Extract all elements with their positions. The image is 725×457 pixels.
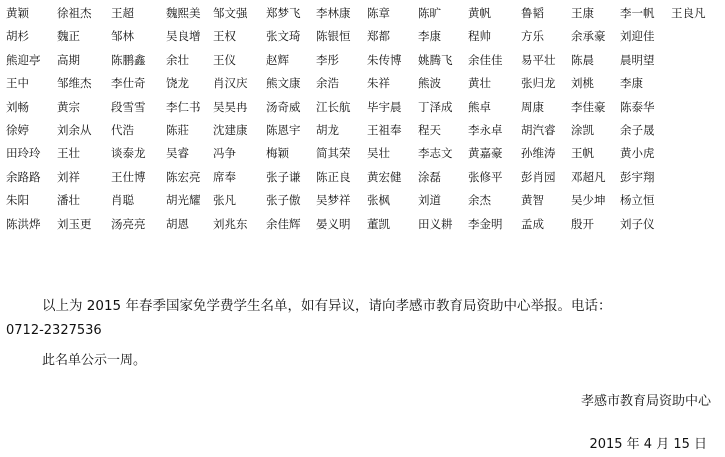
student-name: 刘桃 xyxy=(571,76,594,91)
student-name: 段雪雪 xyxy=(111,99,146,114)
student-name: 陈洪烨 xyxy=(6,216,41,231)
student-name: 胡汽睿 xyxy=(521,122,556,137)
student-name: 李仕奇 xyxy=(111,76,146,91)
student-name: 胡恩 xyxy=(166,216,189,231)
student-name: 杨立恒 xyxy=(620,193,655,208)
student-name: 王仪 xyxy=(213,52,236,67)
student-name: 沈建康 xyxy=(213,122,248,137)
student-name: 李永卓 xyxy=(468,122,503,137)
student-name: 王壮 xyxy=(57,146,80,161)
student-name: 王仕博 xyxy=(111,169,146,184)
student-name: 李林康 xyxy=(316,6,351,20)
student-name: 郑梦飞 xyxy=(266,6,301,20)
student-name: 李康 xyxy=(620,76,643,91)
student-name: 刘祥 xyxy=(57,169,80,184)
student-name: 余路路 xyxy=(6,169,41,184)
student-name: 李志文 xyxy=(418,146,453,161)
student-name: 陈章 xyxy=(367,6,390,20)
student-name: 陈正良 xyxy=(316,169,351,184)
student-name: 李金明 xyxy=(468,216,503,231)
student-name: 张文琦 xyxy=(266,29,301,44)
student-name: 高期 xyxy=(57,52,80,67)
student-name: 江长航 xyxy=(316,99,351,114)
student-name: 涂磊 xyxy=(418,169,441,184)
student-name: 李康 xyxy=(418,29,441,44)
student-name: 余杰 xyxy=(468,193,491,208)
student-name: 陈晨 xyxy=(571,52,594,67)
student-name: 黄颖 xyxy=(6,6,29,20)
student-name: 朱阳 xyxy=(6,193,29,208)
student-name: 余壮 xyxy=(166,52,189,67)
student-name: 刘道 xyxy=(418,193,441,208)
student-name: 方乐 xyxy=(521,29,544,44)
student-name: 梅颖 xyxy=(266,146,289,161)
student-name: 田义耕 xyxy=(418,216,453,231)
notice-statement: 以上为 2015 年春季国家免学费学生名单，如有异议，请向孝感市教育局资助中心举报。电话： xyxy=(42,298,612,314)
student-name: 余浩 xyxy=(316,76,339,91)
student-name: 吴良增 xyxy=(166,29,201,44)
student-name: 王超 xyxy=(111,6,134,20)
student-name: 邓超凡 xyxy=(571,169,606,184)
student-name: 王良凡 xyxy=(671,6,706,20)
student-name: 余佳佳 xyxy=(468,52,503,67)
student-name: 吴梦祥 xyxy=(316,193,351,208)
student-name: 张枫 xyxy=(367,193,390,208)
student-name: 陈旷 xyxy=(418,6,441,20)
names-row xyxy=(6,53,718,76)
names-row xyxy=(6,170,718,193)
student-name: 董凯 xyxy=(367,216,390,231)
student-names-list xyxy=(6,6,718,240)
student-name: 席奉 xyxy=(213,169,236,184)
student-name: 邹维杰 xyxy=(57,76,92,91)
issuer-signature: 孝感市教育局资助中心 xyxy=(580,394,711,409)
student-name: 张修平 xyxy=(468,169,503,184)
student-name: 陈莊 xyxy=(166,122,189,137)
student-name: 胡龙 xyxy=(316,122,339,137)
student-name: 王康 xyxy=(571,6,594,20)
student-name: 彭宇翔 xyxy=(620,169,655,184)
student-name: 刘迎佳 xyxy=(620,29,655,44)
names-row xyxy=(6,123,718,146)
student-name: 程天 xyxy=(418,122,441,137)
student-name: 李仁书 xyxy=(166,99,201,114)
student-name: 吴壮 xyxy=(367,146,390,161)
student-name: 王权 xyxy=(213,29,236,44)
names-row xyxy=(6,217,718,240)
student-name: 魏正 xyxy=(57,29,80,44)
student-name: 涂凯 xyxy=(571,122,594,137)
notice-publicity-period: 此名单公示一周。 xyxy=(42,353,147,368)
names-row xyxy=(6,100,718,123)
student-name: 晨明望 xyxy=(620,52,655,67)
student-name: 黄壮 xyxy=(468,76,491,91)
student-name: 殷开 xyxy=(571,216,594,231)
student-name: 胡杉 xyxy=(6,29,29,44)
names-row xyxy=(6,146,718,169)
student-name: 丁泽成 xyxy=(418,99,453,114)
student-name: 吴睿 xyxy=(166,146,189,161)
student-name: 黄帆 xyxy=(468,6,491,20)
student-name: 郑都 xyxy=(367,29,390,44)
student-name: 周康 xyxy=(521,99,544,114)
student-name: 冯争 xyxy=(213,146,236,161)
student-name: 简其荣 xyxy=(316,146,351,161)
student-name: 孙维涛 xyxy=(521,146,556,161)
notice-phone: 0712-2327536 xyxy=(6,323,102,338)
student-name: 黄小虎 xyxy=(620,146,655,161)
student-name: 张凡 xyxy=(213,193,236,208)
student-name: 吴昊冉 xyxy=(213,99,248,114)
student-name: 刘子仪 xyxy=(620,216,655,231)
student-name: 李一帆 xyxy=(620,6,655,20)
student-name: 黄智 xyxy=(521,193,544,208)
student-name: 徐婷 xyxy=(6,122,29,137)
student-name: 黄宏健 xyxy=(367,169,402,184)
student-name: 熊迎亭 xyxy=(6,52,41,67)
student-name: 彭肖园 xyxy=(521,169,556,184)
student-name: 胡光耀 xyxy=(166,193,201,208)
student-name: 刘兆东 xyxy=(213,216,248,231)
student-name: 熊卓 xyxy=(468,99,491,114)
student-name: 王祖奉 xyxy=(367,122,402,137)
student-name: 张归龙 xyxy=(521,76,556,91)
student-name: 黄嘉豪 xyxy=(468,146,503,161)
student-name: 黄宗 xyxy=(57,99,80,114)
student-name: 田玲玲 xyxy=(6,146,41,161)
student-name: 吴少坤 xyxy=(571,193,606,208)
issue-date: 2015 年 4 月 15 日 xyxy=(589,437,707,452)
student-name: 张子傲 xyxy=(266,193,301,208)
student-name: 饶龙 xyxy=(166,76,189,91)
student-name: 刘畅 xyxy=(6,99,29,114)
student-name: 程帅 xyxy=(468,29,491,44)
student-name: 鲁韬 xyxy=(521,6,544,20)
names-row xyxy=(6,29,718,52)
student-name: 孟成 xyxy=(521,216,544,231)
student-name: 谈泰龙 xyxy=(111,146,146,161)
names-row xyxy=(6,76,718,99)
student-name: 肖聪 xyxy=(111,193,134,208)
student-name: 邹文强 xyxy=(213,6,248,20)
student-name: 陈恩宇 xyxy=(266,122,301,137)
student-name: 晏义明 xyxy=(316,216,351,231)
student-name: 陈鹏鑫 xyxy=(111,52,146,67)
student-name: 刘余从 xyxy=(57,122,92,137)
student-name: 姚腾飞 xyxy=(418,52,453,67)
student-name: 魏熙美 xyxy=(166,6,201,20)
student-name: 朱祥 xyxy=(367,76,390,91)
student-name: 王帆 xyxy=(571,146,594,161)
student-name: 陈宏亮 xyxy=(166,169,201,184)
student-name: 王中 xyxy=(6,76,29,91)
student-name: 陈泰华 xyxy=(620,99,655,114)
student-name: 李佳豪 xyxy=(571,99,606,114)
names-row xyxy=(6,6,718,29)
student-name: 余承豪 xyxy=(571,29,606,44)
names-row xyxy=(6,193,718,216)
student-name: 赵辉 xyxy=(266,52,289,67)
student-name: 张子谦 xyxy=(266,169,301,184)
student-name: 汤亮亮 xyxy=(111,216,146,231)
student-name: 毕宇晨 xyxy=(367,99,402,114)
student-name: 潘壮 xyxy=(57,193,80,208)
student-name: 徐祖杰 xyxy=(57,6,92,20)
student-name: 余佳辉 xyxy=(266,216,301,231)
student-name: 代浩 xyxy=(111,122,134,137)
student-name: 汤奇威 xyxy=(266,99,301,114)
student-name: 李彤 xyxy=(316,52,339,67)
student-name: 陈银恒 xyxy=(316,29,351,44)
student-name: 熊波 xyxy=(418,76,441,91)
student-name: 余子晟 xyxy=(620,122,655,137)
student-name: 肖汉庆 xyxy=(213,76,248,91)
student-name: 邹林 xyxy=(111,29,134,44)
student-name: 易平壮 xyxy=(521,52,556,67)
student-name: 朱传博 xyxy=(367,52,402,67)
student-name: 熊文康 xyxy=(266,76,301,91)
student-name: 刘玉更 xyxy=(57,216,92,231)
